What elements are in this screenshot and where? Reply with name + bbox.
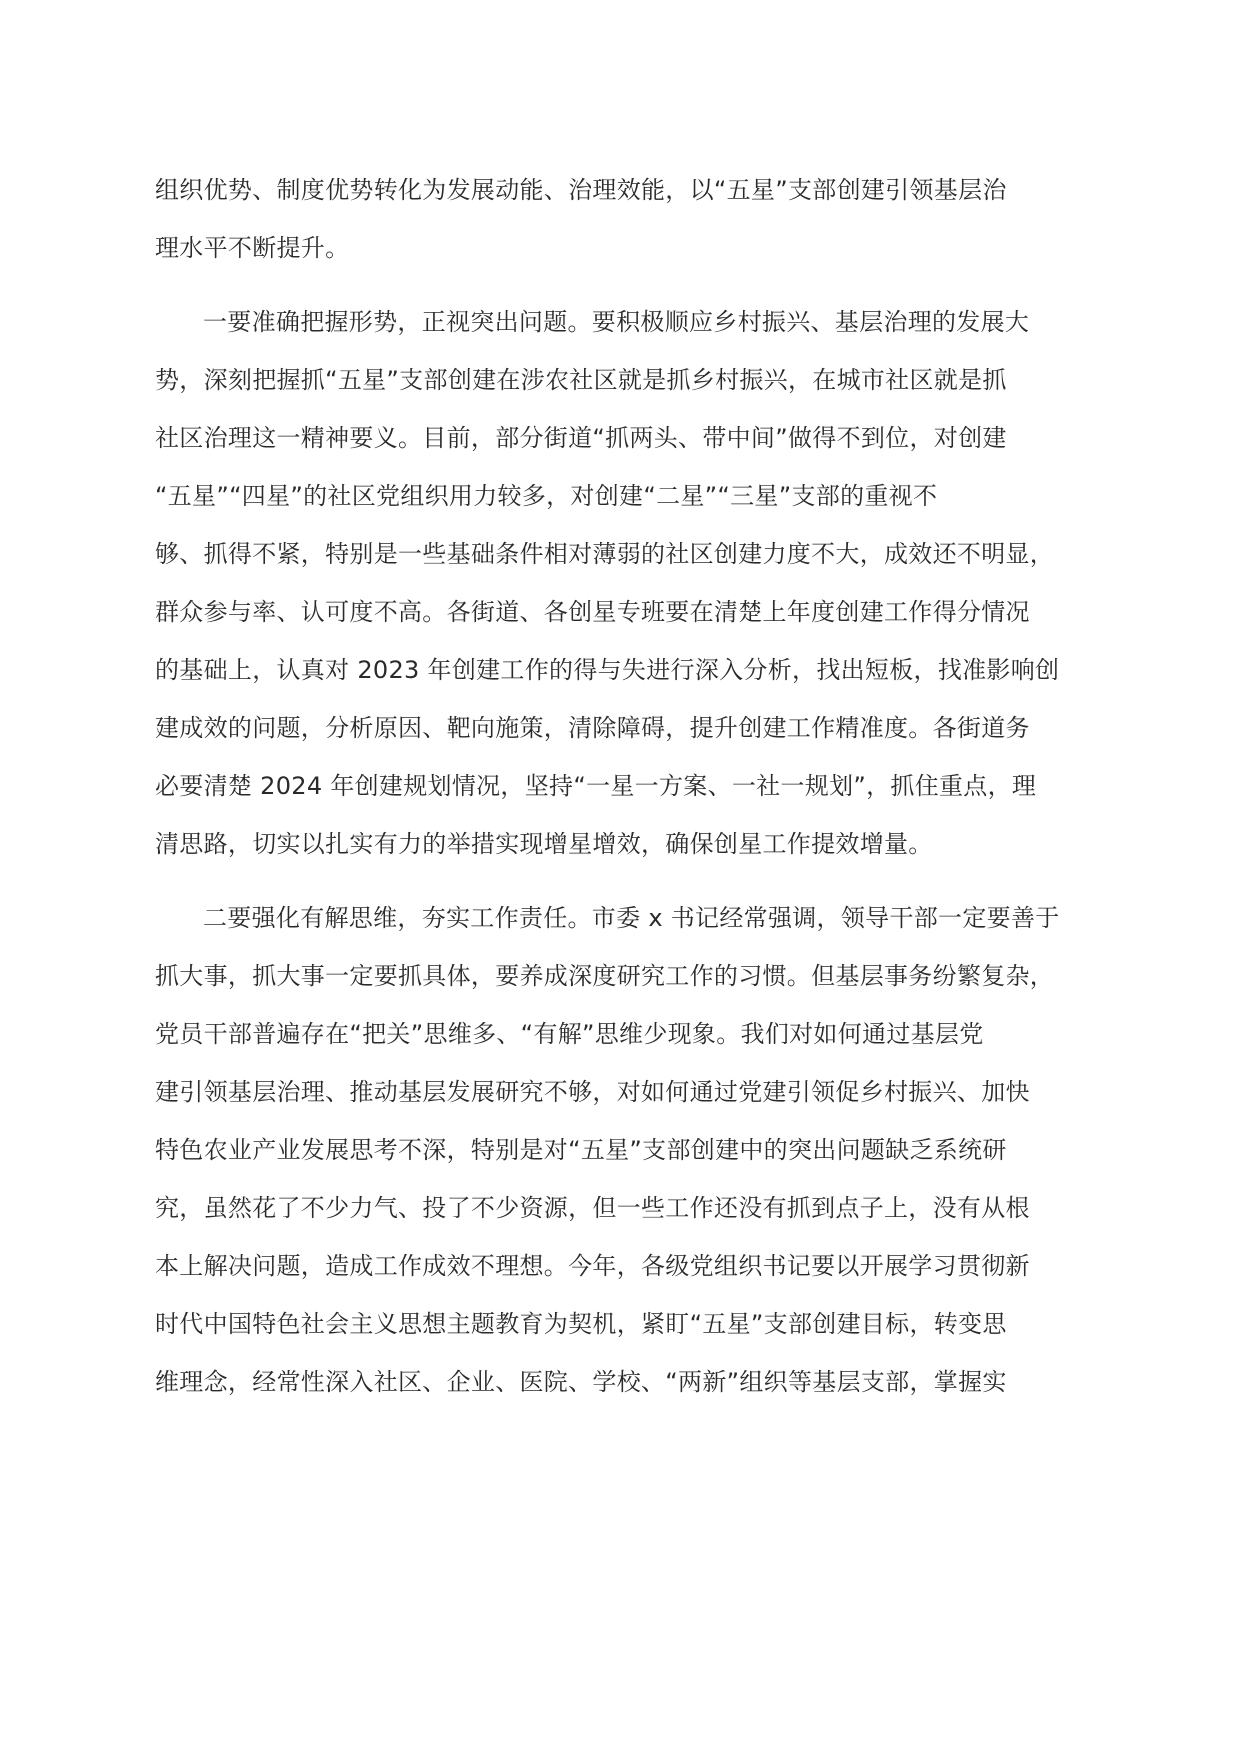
text-line: 抓大事，抓大事一定要抓具体，要养成深度研究工作的习惯。但基层事务纷繁复杂， [155, 962, 1055, 990]
text-line: “五星”“四星”的社区党组织用力较多，对创建“二星”“三星”支部的重视不 [155, 482, 938, 510]
paragraph-2-start: 二要强化有解思维，夯实工作责任。市委 x 书记经常强调，领导干部一定要善于 [203, 904, 1060, 932]
text-line: 清思路，切实以扎实有力的举措实现增星增效，确保创星工作提效增量。 [155, 830, 933, 858]
text-line: 究，虽然花了不少力气、投了不少资源，但一些工作还没有抓到点子上，没有从根 [155, 1194, 1030, 1222]
text-line: 维理念，经常性深入社区、企业、医院、学校、“两新”组织等基层支部，掌握实 [155, 1368, 1007, 1396]
paragraph-1-start: 一要准确把握形势，正视突出问题。要积极顺应乡村振兴、基层治理的发展大 [203, 308, 1030, 336]
text-line: 够、抓得不紧，特别是一些基础条件相对薄弱的社区创建力度不大，成效还不明显， [155, 540, 1055, 568]
text-line: 时代中国特色社会主义思想主题教育为契机，紧盯“五星”支部创建目标，转变思 [155, 1310, 1007, 1338]
text-line: 理水平不断提升。 [155, 234, 350, 262]
text-line: 的基础上，认真对 2023 年创建工作的得与失进行深入分析，找出短板，找准影响创 [155, 656, 1060, 684]
text-line: 本上解决问题，造成工作成效不理想。今年，各级党组织书记要以开展学习贯彻新 [155, 1252, 1030, 1280]
text-line: 社区治理这一精神要义。目前，部分街道“抓两头、带中间”做得不到位，对创建 [155, 424, 1007, 452]
text-line: 建成效的问题，分析原因、靶向施策，清除障碍，提升创建工作精准度。各街道务 [155, 714, 1030, 742]
text-line: 组织优势、制度优势转化为发展动能、治理效能，以“五星”支部创建引领基层治 [155, 176, 1007, 204]
text-line: 建引领基层治理、推动基层发展研究不够，对如何通过党建引领促乡村振兴、加快 [155, 1078, 1030, 1106]
text-line: 特色农业产业发展思考不深，特别是对“五星”支部创建中的突出问题缺乏系统研 [155, 1136, 1007, 1164]
text-line: 群众参与率、认可度不高。各街道、各创星专班要在清楚上年度创建工作得分情况 [155, 598, 1030, 626]
text-line: 必要清楚 2024 年创建规划情况，坚持“一星一方案、一社一规划”，抓住重点，理 [155, 772, 1037, 800]
text-line: 势，深刻把握抓“五星”支部创建在涉农社区就是抓乡村振兴，在城市社区就是抓 [155, 366, 1007, 394]
text-line: 党员干部普遍存在“把关”思维多、“有解”思维少现象。我们对如何通过基层党 [155, 1020, 984, 1048]
